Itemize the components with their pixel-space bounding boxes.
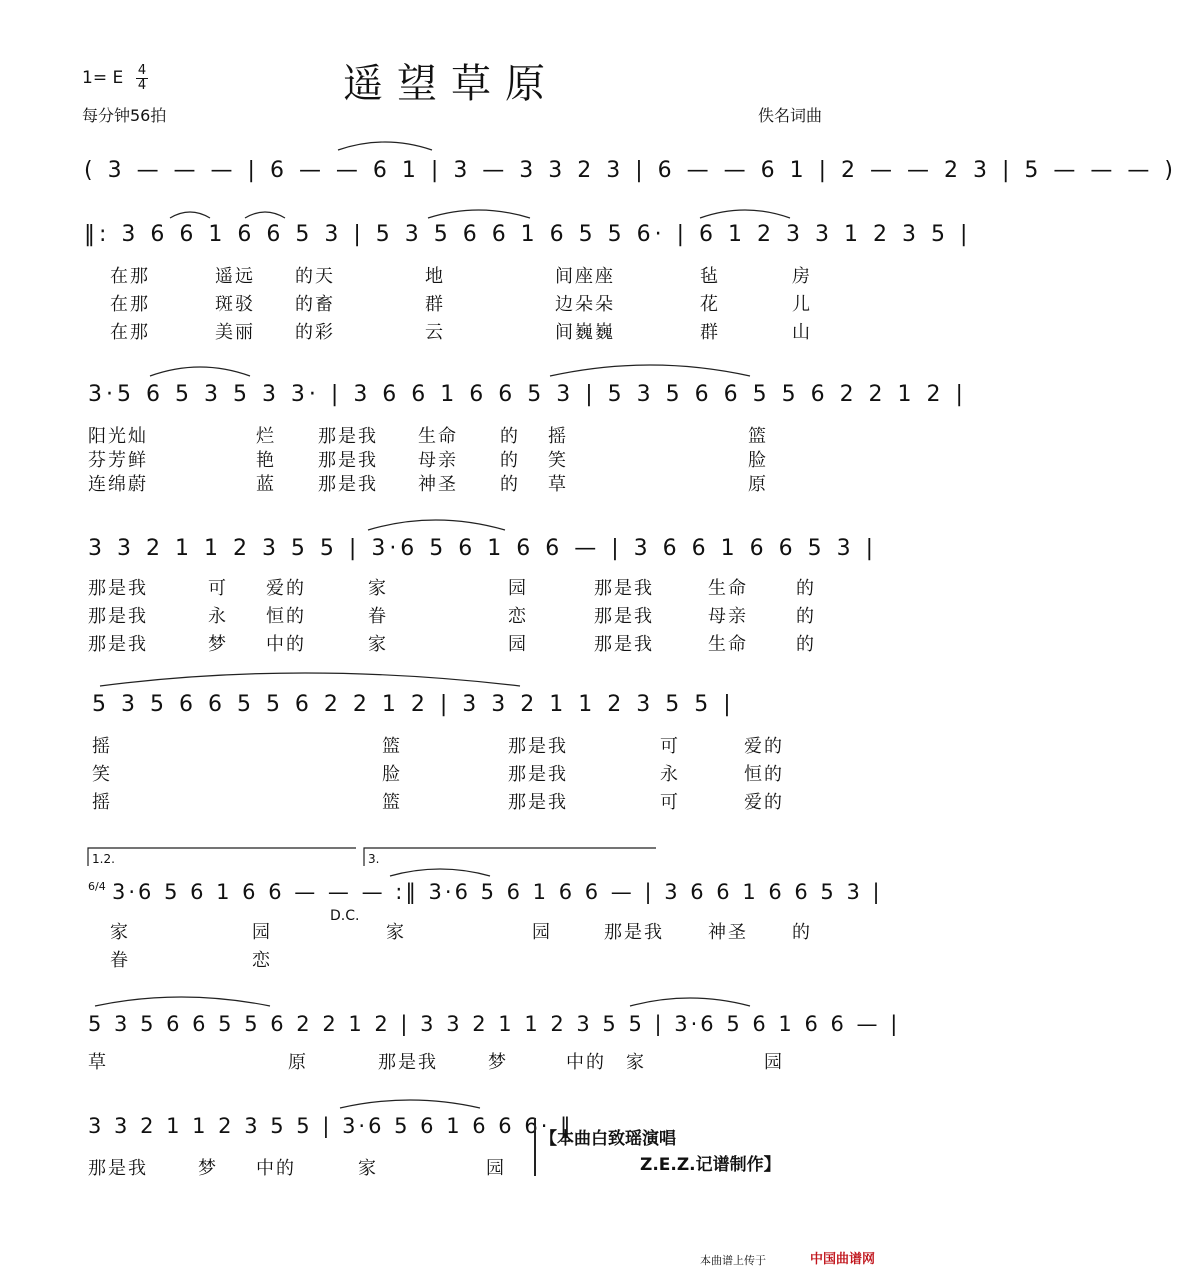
upload-footer: 本曲谱上传于: [700, 1254, 766, 1267]
time-sig-6-4: 6/4: [88, 880, 106, 893]
music-line-2: ‖: 3 6 6 1 6 6 5 3 | 5 3 5 6 6 1 6 5 5 6· | 6 1 2 3 3 1 2 3 5 |: [84, 222, 972, 247]
slur: [700, 210, 790, 218]
tempo-marking: 每分钟56拍: [82, 106, 167, 125]
performer-note: 【本曲白致瑶演唱: [540, 1129, 676, 1149]
music-line-7: 5 3 5 6 6 5 5 6 2 2 1 2 | 3 3 2 1 1 2 3 5 5 | 3·6 5 6 1 6 6 — |: [88, 1012, 901, 1036]
slur: [390, 869, 490, 876]
music-line-4: 3 3 2 1 1 2 3 5 5 | 3·6 5 6 1 6 6 — | 3 6 6 1 6 6 5 3 |: [88, 536, 877, 561]
song-title: 遥望草原: [343, 61, 559, 107]
transcriber-note: Z.E.Z.记谱制作】: [640, 1155, 781, 1175]
time-signature: $\frac{4}{4}$: [137, 63, 147, 93]
slur: [95, 997, 270, 1006]
volta-3: 3.: [368, 852, 380, 866]
music-line-intro: ( 3 — — — | 6 — — 6 1 | 3 — 3 3 2 3 | 6 — — 6 1 | 2 — — 2 3 | 5 — — — ): [84, 158, 1177, 183]
slur: [338, 142, 432, 150]
slur: [428, 210, 530, 218]
site-logo: 中国曲谱网: [810, 1252, 876, 1267]
key-signature: 1= E: [82, 68, 124, 88]
composer-credit: 佚名词曲: [757, 106, 822, 125]
slur: [150, 367, 250, 376]
slur: [368, 520, 505, 530]
slur: [340, 1100, 480, 1108]
slur: [245, 212, 285, 218]
slur: [100, 673, 520, 686]
volta-bracket: [88, 848, 356, 866]
volta-bracket: [364, 848, 656, 866]
da-capo: D.C.: [330, 908, 360, 924]
music-line-3: 3·5 6 5 3 5 3 3· | 3 6 6 1 6 6 5 3 | 5 3 5 6 6 5 5 6 2 2 1 2 |: [88, 382, 967, 407]
slur: [630, 998, 750, 1006]
music-line-6: 3·6 5 6 1 6 6 — — — :‖ 3·6 5 6 1 6 6 — | 3 6 6 1 6 6 5 3 |: [112, 880, 883, 904]
volta-1-2: 1.2.: [92, 852, 115, 866]
slur: [550, 365, 750, 376]
music-line-8: 3 3 2 1 1 2 3 5 5 | 3·6 5 6 1 6 6 6· ‖: [88, 1114, 574, 1138]
music-line-5: 5 3 5 6 6 5 5 6 2 2 1 2 | 3 3 2 1 1 2 3 5 5 |: [92, 692, 735, 717]
slur: [170, 212, 210, 218]
